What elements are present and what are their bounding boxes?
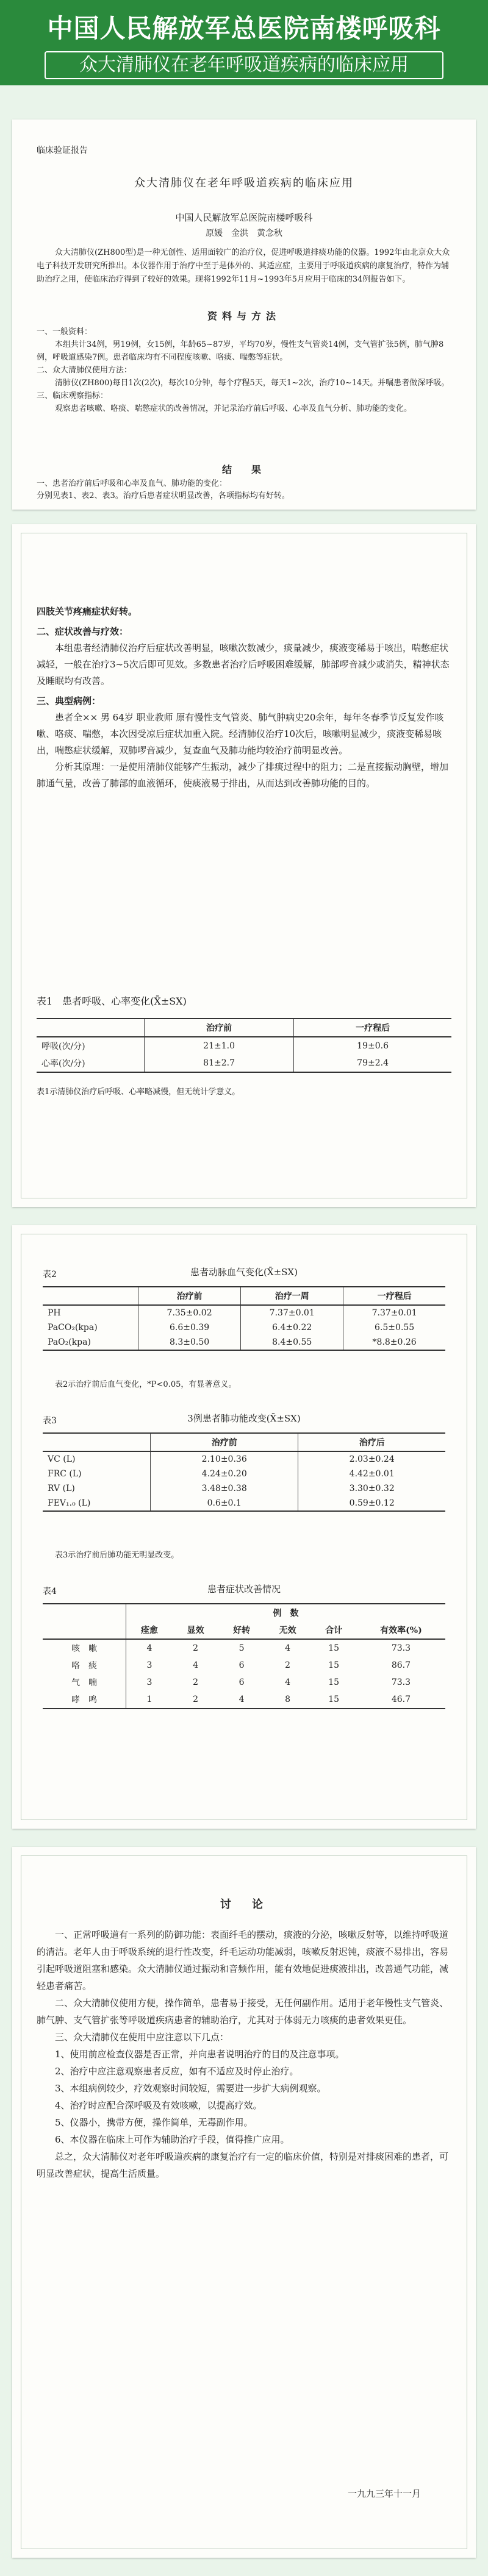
closing-paragraph: 总之，众大清肺仪对老年呼吸道疾病的康复治疗有一定的临床价值，特别是对排痰困难的患者，可明显改善症状，提高生活质量。	[37, 2151, 449, 2179]
table1-caption: 表1 患者呼吸、心率变化(X̄±SX)	[37, 995, 187, 1007]
table-row: FEV₁.₀ (L) 0.6±0.1 0.59±0.12	[43, 1496, 445, 1511]
discussion-p2: 二、众大清肺仪使用方便，操作简单，患者易于接受，无任何副作用。适用于老年慢性支气管炎、肺气肿、支气管扩张等呼吸道疾病患者的辅助治疗，尤其对于体弱无力咳痰的患者效果更佳。	[37, 1998, 449, 2026]
device-text: 清肺仪(ZH800)每日1次(2次)，每次10分钟，每个疗程5天，每天1~2次，治疗10~14天。并嘱患者做深呼吸。	[55, 379, 450, 388]
table2-label: 表2	[43, 1270, 57, 1279]
table-row: 咳 嗽 4 2 5 4 15 73.3	[43, 1639, 445, 1657]
banner-subtitle: 众大清肺仪在老年呼吸道疾病的临床应用	[45, 51, 443, 79]
document-page-1	[12, 119, 476, 510]
table3-title: 3例患者肺功能改变(X̄±SX)	[187, 1413, 301, 1424]
discussion-p1: 一、正常呼吸道有一系列的防御功能：表面纤毛的摆动，痰液的分泌，咳嗽反射等，以维持呼吸道的清洁。老年人由于呼吸系统的退行性改变，纤毛运动功能减弱，咳嗽反射迟钝，痰液不易排出，容易引起呼吸道阻塞和感染。众大清肺仪通过振动和音频作用，能有效地促进痰液排出，改善通气功能，减轻患者痛苦。	[37, 1929, 449, 1991]
observation-heading: 三、临床观察指标：	[37, 391, 109, 400]
efficacy-text: 本组患者经清肺仪治疗后症状改善明显，咳嗽次数减少，痰量减少，痰液变稀易于咳出，喘憋症状减轻，一般在治疗3~5次后即可见效。多数患者治疗后呼吸困难缓解，肺部啰音减少或消失，精神状态及睡眠均有改善。	[37, 642, 450, 686]
results-heading: 结 果	[221, 464, 266, 475]
banner-title: 中国人民解放军总医院南楼呼吸科	[47, 13, 441, 43]
table-row: VC (L) 2.10±0.36 2.03±0.24	[43, 1451, 445, 1467]
list-item: 1、使用前应检查仪器是否正常，并向患者说明治疗的目的及注意事项。	[55, 2049, 345, 2060]
discussion-p3: 三、众大清肺仪在使用中应注意以下几点：	[55, 2032, 229, 2043]
page2-body	[37, 603, 451, 792]
report-tag: 临床验证报告	[37, 146, 88, 155]
list-item: 4、治疗时应配合深呼吸及有效咳嗽，以提高疗效。	[55, 2100, 262, 2111]
document-date: 一九九三年十一月	[347, 2488, 421, 2499]
table-row: 心率(次/分) 81±2.7 79±2.4	[37, 1055, 451, 1072]
table1-col-before: 治疗前	[145, 1019, 294, 1037]
header-banner	[0, 0, 488, 85]
table2-note: 表2示治疗前后血气变化，*P<0.05，有显著意义。	[55, 1380, 237, 1389]
analysis-text: 分析其原理：一是使用清肺仪能够产生振动，减少了排痰过程中的阻力；二是直接振动胸壁，增加肺通气量，改善了肺部的血液循环，使痰液易于排出，从而达到改善肺功能的目的。	[37, 761, 449, 789]
case-text: 患者全×× 男 64岁 职业教师 原有慢性支气管炎、肺气肿病史20余年，每年冬春季节反复发作咳嗽、咯痰、喘憋，本次因受凉后症状加重入院。经清肺仪治疗10次后，咳嗽明显减少，痰液变稀易咳出，喘憋症状缓解，双肺啰音减少，复查血气及肺功能均较治疗前明显改善。	[37, 712, 444, 756]
table4-label: 表4	[43, 1587, 57, 1596]
case-heading: 三、典型病例：	[37, 696, 101, 706]
table4-group-header: 例 数	[126, 1604, 446, 1621]
table3: 治疗前 治疗后 VC (L) 2.10±0.36 2.03±0.24 FRC (L) 4.24±0.20 4.42±0.01 RV (L) 3.48±0.38 3.30±0.32 FEV₁.₀ (L) 0.6±0.1 0.59±0.12	[43, 1432, 445, 1512]
observation-text: 观察患者咳嗽、咯痰、喘憋症状的改善情况，并记录治疗前后呼吸、心率及血气分析、肺功能的变化。	[55, 404, 412, 413]
table-row: 咯 痰 3 4 6 2 15 86.7	[43, 1657, 445, 1674]
device-heading: 二、众大清肺仪使用方法：	[37, 366, 132, 375]
methods-body	[37, 326, 451, 415]
table-row: PaO₂(kpa) 8.3±0.50 8.4±0.55 *8.8±0.26	[43, 1335, 445, 1350]
table-row: PaCO₂(kpa) 6.6±0.39 6.4±0.22 6.5±0.55	[43, 1320, 445, 1335]
table3-note: 表3示治疗前后肺功能无明显改变。	[55, 1551, 179, 1560]
table1-note: 表1示清肺仪治疗后呼吸、心率略减慢，但无统计学意义。	[37, 1087, 240, 1097]
table-row: FRC (L) 4.24±0.20 4.42±0.01	[43, 1467, 445, 1481]
list-item: 3、本组病例较少，疗效观察时间较短，需要进一步扩大病例观察。	[55, 2083, 326, 2094]
table-row: 气 喘 3 2 6 4 15 73.3	[43, 1674, 445, 1691]
table4: 例 数 痊愈 显效 好转 无效 合计 有效率(%) 咳 嗽 4 2 5 4 15 73.3 咯 痰 3 4 6 2 15 86.7 气 喘 3 2 6 4 15 73.3 哮 鸣 1 2 4 8 15 46.7	[43, 1603, 445, 1709]
intro-paragraph: 众大清肺仪(ZH800型)是一种无创性、适用面较广的治疗仪，促进呼吸道排痰功能的仪器。1992年由北京众大众电子科技开发研究所推出。本仪器作用于治疗中至于是体外的、其适应症，主要用于呼吸道疾病的康复治疗，特作为辅助治疗之用，使临床治疗得到了较好的效果。现将1992年11月~1993年5月应用于临床的34例报告如下。	[37, 248, 450, 284]
report-org: 中国人民解放军总医院南楼呼吸科	[175, 212, 313, 223]
table-row: 哮 鸣 1 2 4 8 15 46.7	[43, 1691, 445, 1709]
report-authors: 原媛 金洪 黄念秋	[206, 229, 282, 238]
document-page-4	[12, 1847, 476, 2558]
general-heading: 一、一般资料：	[37, 327, 93, 336]
methods-heading: 资料与方法	[207, 310, 281, 322]
top-line: 四肢关节疼痛症状好转。	[37, 606, 138, 617]
report-title: 众大清肺仪在老年呼吸道疾病的临床应用	[134, 177, 354, 190]
efficacy-heading: 二、症状改善与疗效：	[37, 626, 129, 637]
list-item: 6、本仪器在临床上可作为辅助治疗手段，值得推广应用。	[55, 2134, 290, 2145]
table2: 治疗前 治疗一周 一疗程后 PH 7.35±0.02 7.37±0.01 7.37±0.01 PaCO₂(kpa) 6.6±0.39 6.4±0.22 6.5±0.55 PaO₂(kpa) 8.3±0.50 8.4±0.55 *8.8±0.26	[43, 1286, 445, 1351]
table4-title: 患者症状改善情况	[207, 1584, 281, 1595]
document-page-3	[12, 1225, 476, 1829]
table1-col-after: 一疗程后	[294, 1019, 451, 1037]
table2-title: 患者动脉血气变化(X̄±SX)	[190, 1267, 298, 1278]
discussion-body	[37, 1926, 451, 2182]
table-row: PH 7.35±0.02 7.37±0.01 7.37±0.01	[43, 1305, 445, 1320]
table3-label: 表3	[43, 1416, 57, 1426]
results-text: 一、患者治疗前后呼吸和心率及血气、肺功能的变化： 分别见表1、表2、表3。治疗后患者症状明显改善，各项指标均有好转。	[37, 479, 290, 500]
general-text: 本组共计34例，男19例，女15例，年龄65~87岁，平均70岁，慢性支气管炎14例，支气管扩张5例，肺气肿8例，呼吸道感染7例。患者临床均有不同程度咳嗽、咯痰、喘憋等症状。	[37, 340, 444, 362]
document-page-2	[12, 524, 476, 1207]
table-row: RV (L) 3.48±0.38 3.30±0.32	[43, 1481, 445, 1496]
table1	[37, 1018, 451, 1073]
list-item: 5、仪器小，携带方便，操作简单，无毒副作用。	[55, 2117, 253, 2128]
discussion-heading: 讨 论	[220, 1898, 268, 1911]
table-row: 呼吸(次/分) 21±1.0 19±0.6	[37, 1037, 451, 1055]
list-item: 2、治疗中应注意观察患者反应，如有不适应及时停止治疗。	[55, 2066, 299, 2077]
